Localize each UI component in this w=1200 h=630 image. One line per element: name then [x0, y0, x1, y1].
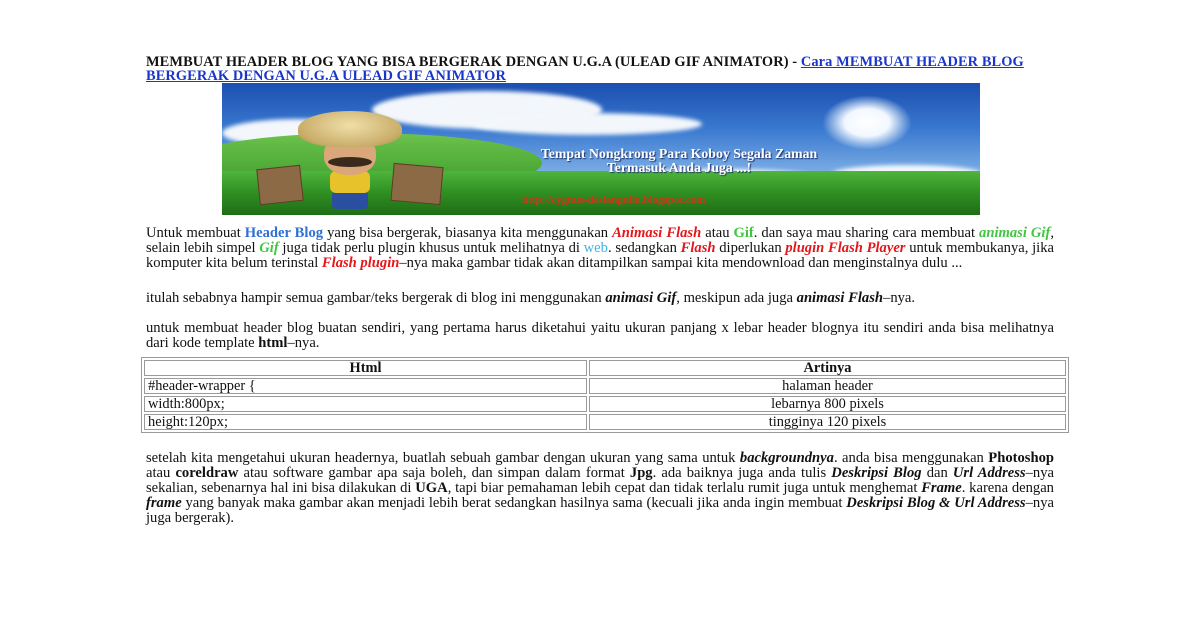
- text: diperlukan: [715, 240, 786, 256]
- table-row: [144, 414, 1066, 430]
- keyword-backgroundnya: backgroundnya: [739, 450, 834, 466]
- keyword-flash-plugin: Flash plugin: [321, 255, 400, 271]
- banner-url: http://cygnus-desiangnila.blogspot.com: [522, 194, 706, 206]
- text: –nya.: [287, 335, 320, 351]
- keyword-photoshop: Photoshop: [988, 450, 1054, 466]
- keyword-deskripsi-blog: Deskripsi Blog: [831, 465, 922, 481]
- paragraph-instructions: [146, 451, 1054, 526]
- text: . dan saya mau sharing cara membuat: [753, 225, 980, 241]
- table-cell: halaman header: [589, 378, 1066, 394]
- text: , selain lebih simpel: [146, 225, 1054, 256]
- table-header: Artinya: [589, 360, 1066, 376]
- table-cell: #header-wrapper {: [144, 378, 587, 394]
- keyword-gif: Gif: [259, 240, 279, 256]
- article-content: [146, 56, 1054, 526]
- keyword-gif: Gif: [733, 225, 754, 241]
- text: atau software gambar apa saja boleh, dan simpan dalam format: [238, 465, 630, 481]
- text: atau: [701, 225, 734, 241]
- text: untuk membuat header blog buatan sendiri, yang pertama harus diketahui yaitu ukuran panjang x lebar header blognya itu sendiri anda bisa melihatnya dari kode template: [146, 320, 1054, 351]
- title-link[interactable]: Cara MEMBUAT HEADER BLOG BERGERAK DENGAN U.G.A ULEAD GIF ANIMATOR: [146, 54, 1024, 84]
- table-cell: lebarnya 800 pixels: [589, 396, 1066, 412]
- text: itulah sebabnya hampir semua gambar/teks bergerak di blog ini menggunakan: [146, 290, 606, 306]
- title-text: MEMBUAT HEADER BLOG YANG BISA BERGERAK DENGAN U.G.A (ULEAD GIF ANIMATOR) -: [146, 54, 801, 70]
- text: , tapi biar pemahaman lebih cepat dan tidak terlalu rumit juga untuk menghemat: [447, 480, 922, 496]
- header-banner-image: [222, 83, 980, 215]
- html-code-table: [141, 357, 1069, 433]
- table-cell: height:120px;: [144, 414, 587, 430]
- keyword-jpg: Jpg: [629, 465, 653, 481]
- paragraph-size: [146, 321, 1054, 351]
- keyword-animasi-flash: animasi Flash: [796, 290, 884, 306]
- text: , meskipun ada juga: [676, 290, 797, 306]
- table-row: [144, 396, 1066, 412]
- keyword-html: html: [258, 335, 288, 351]
- text: –nya.: [883, 290, 916, 306]
- text: untuk membukanya, jika komputer kita belum terinstal: [146, 240, 1054, 271]
- text: yang banyak maka gambar akan menjadi lebih berat sedangkan hasilnya sama (kecuali jika anda ingin membuat: [181, 495, 847, 511]
- article-title: [146, 56, 1054, 83]
- banner-tagline-line1: Tempat Nongkrong Para Koboy Segala Zaman: [540, 146, 818, 161]
- text: –nya maka gambar tidak akan ditampilkan sampai kita mendownload dan menginstalnya dulu ...: [399, 255, 963, 271]
- text: yang bisa bergerak, biasanya kita menggunakan: [323, 225, 613, 241]
- paragraph-reason: [146, 291, 1054, 306]
- table-header-row: [144, 360, 1066, 376]
- keyword-plugin-flash-player: plugin Flash Player: [785, 240, 906, 256]
- paragraph-intro: [146, 226, 1054, 271]
- cloud: [472, 113, 702, 135]
- text: . sedangkan: [607, 240, 681, 256]
- keyword-header-blog: Header Blog: [244, 225, 324, 241]
- keyword-uga: UGA: [415, 480, 448, 496]
- keyword-animasi-gif: animasi Gif: [605, 290, 677, 306]
- keyword-animasi-flash: Animasi Flash: [612, 225, 702, 241]
- cowboy-character: [290, 111, 410, 211]
- banner-tagline-line2: Termasuk Anda Juga ...!: [606, 160, 752, 175]
- text: . karena dengan: [961, 480, 1054, 496]
- banner-tagline: [444, 147, 914, 175]
- text: –nya sekalian, sebenarnya hal ini bisa dilakukan di: [146, 465, 1054, 496]
- keyword-url-address: Url Address: [952, 465, 1026, 481]
- keyword-frame: frame: [146, 495, 182, 511]
- table-row: [144, 378, 1066, 394]
- table-header: Html: [144, 360, 587, 376]
- keyword-coreldraw: coreldraw: [175, 465, 239, 481]
- keyword-animasi-gif: animasi Gif: [979, 225, 1051, 241]
- table-cell: width:800px;: [144, 396, 587, 412]
- keyword-web: web: [583, 240, 608, 256]
- text: Untuk membuat: [146, 225, 245, 241]
- keyword-deskripsi-url: Deskripsi Blog & Url Address: [846, 495, 1026, 511]
- keyword-frame: Frame: [921, 480, 962, 496]
- keyword-flash: Flash: [680, 240, 716, 256]
- table-cell: tingginya 120 pixels: [589, 414, 1066, 430]
- text: . ada baiknya juga anda tulis: [652, 465, 832, 481]
- text: dan: [921, 465, 953, 481]
- text: atau: [146, 465, 176, 481]
- text: –nya juga bergerak).: [146, 495, 1054, 526]
- text: setelah kita mengetahui ukuran headernya, buatlah sebuah gambar dengan ukuran yang sama untuk: [146, 450, 740, 466]
- text: . anda bisa menggunakan: [833, 450, 989, 466]
- text: juga tidak perlu plugin khusus untuk melihatnya di: [278, 240, 584, 256]
- sun-glow: [822, 95, 912, 150]
